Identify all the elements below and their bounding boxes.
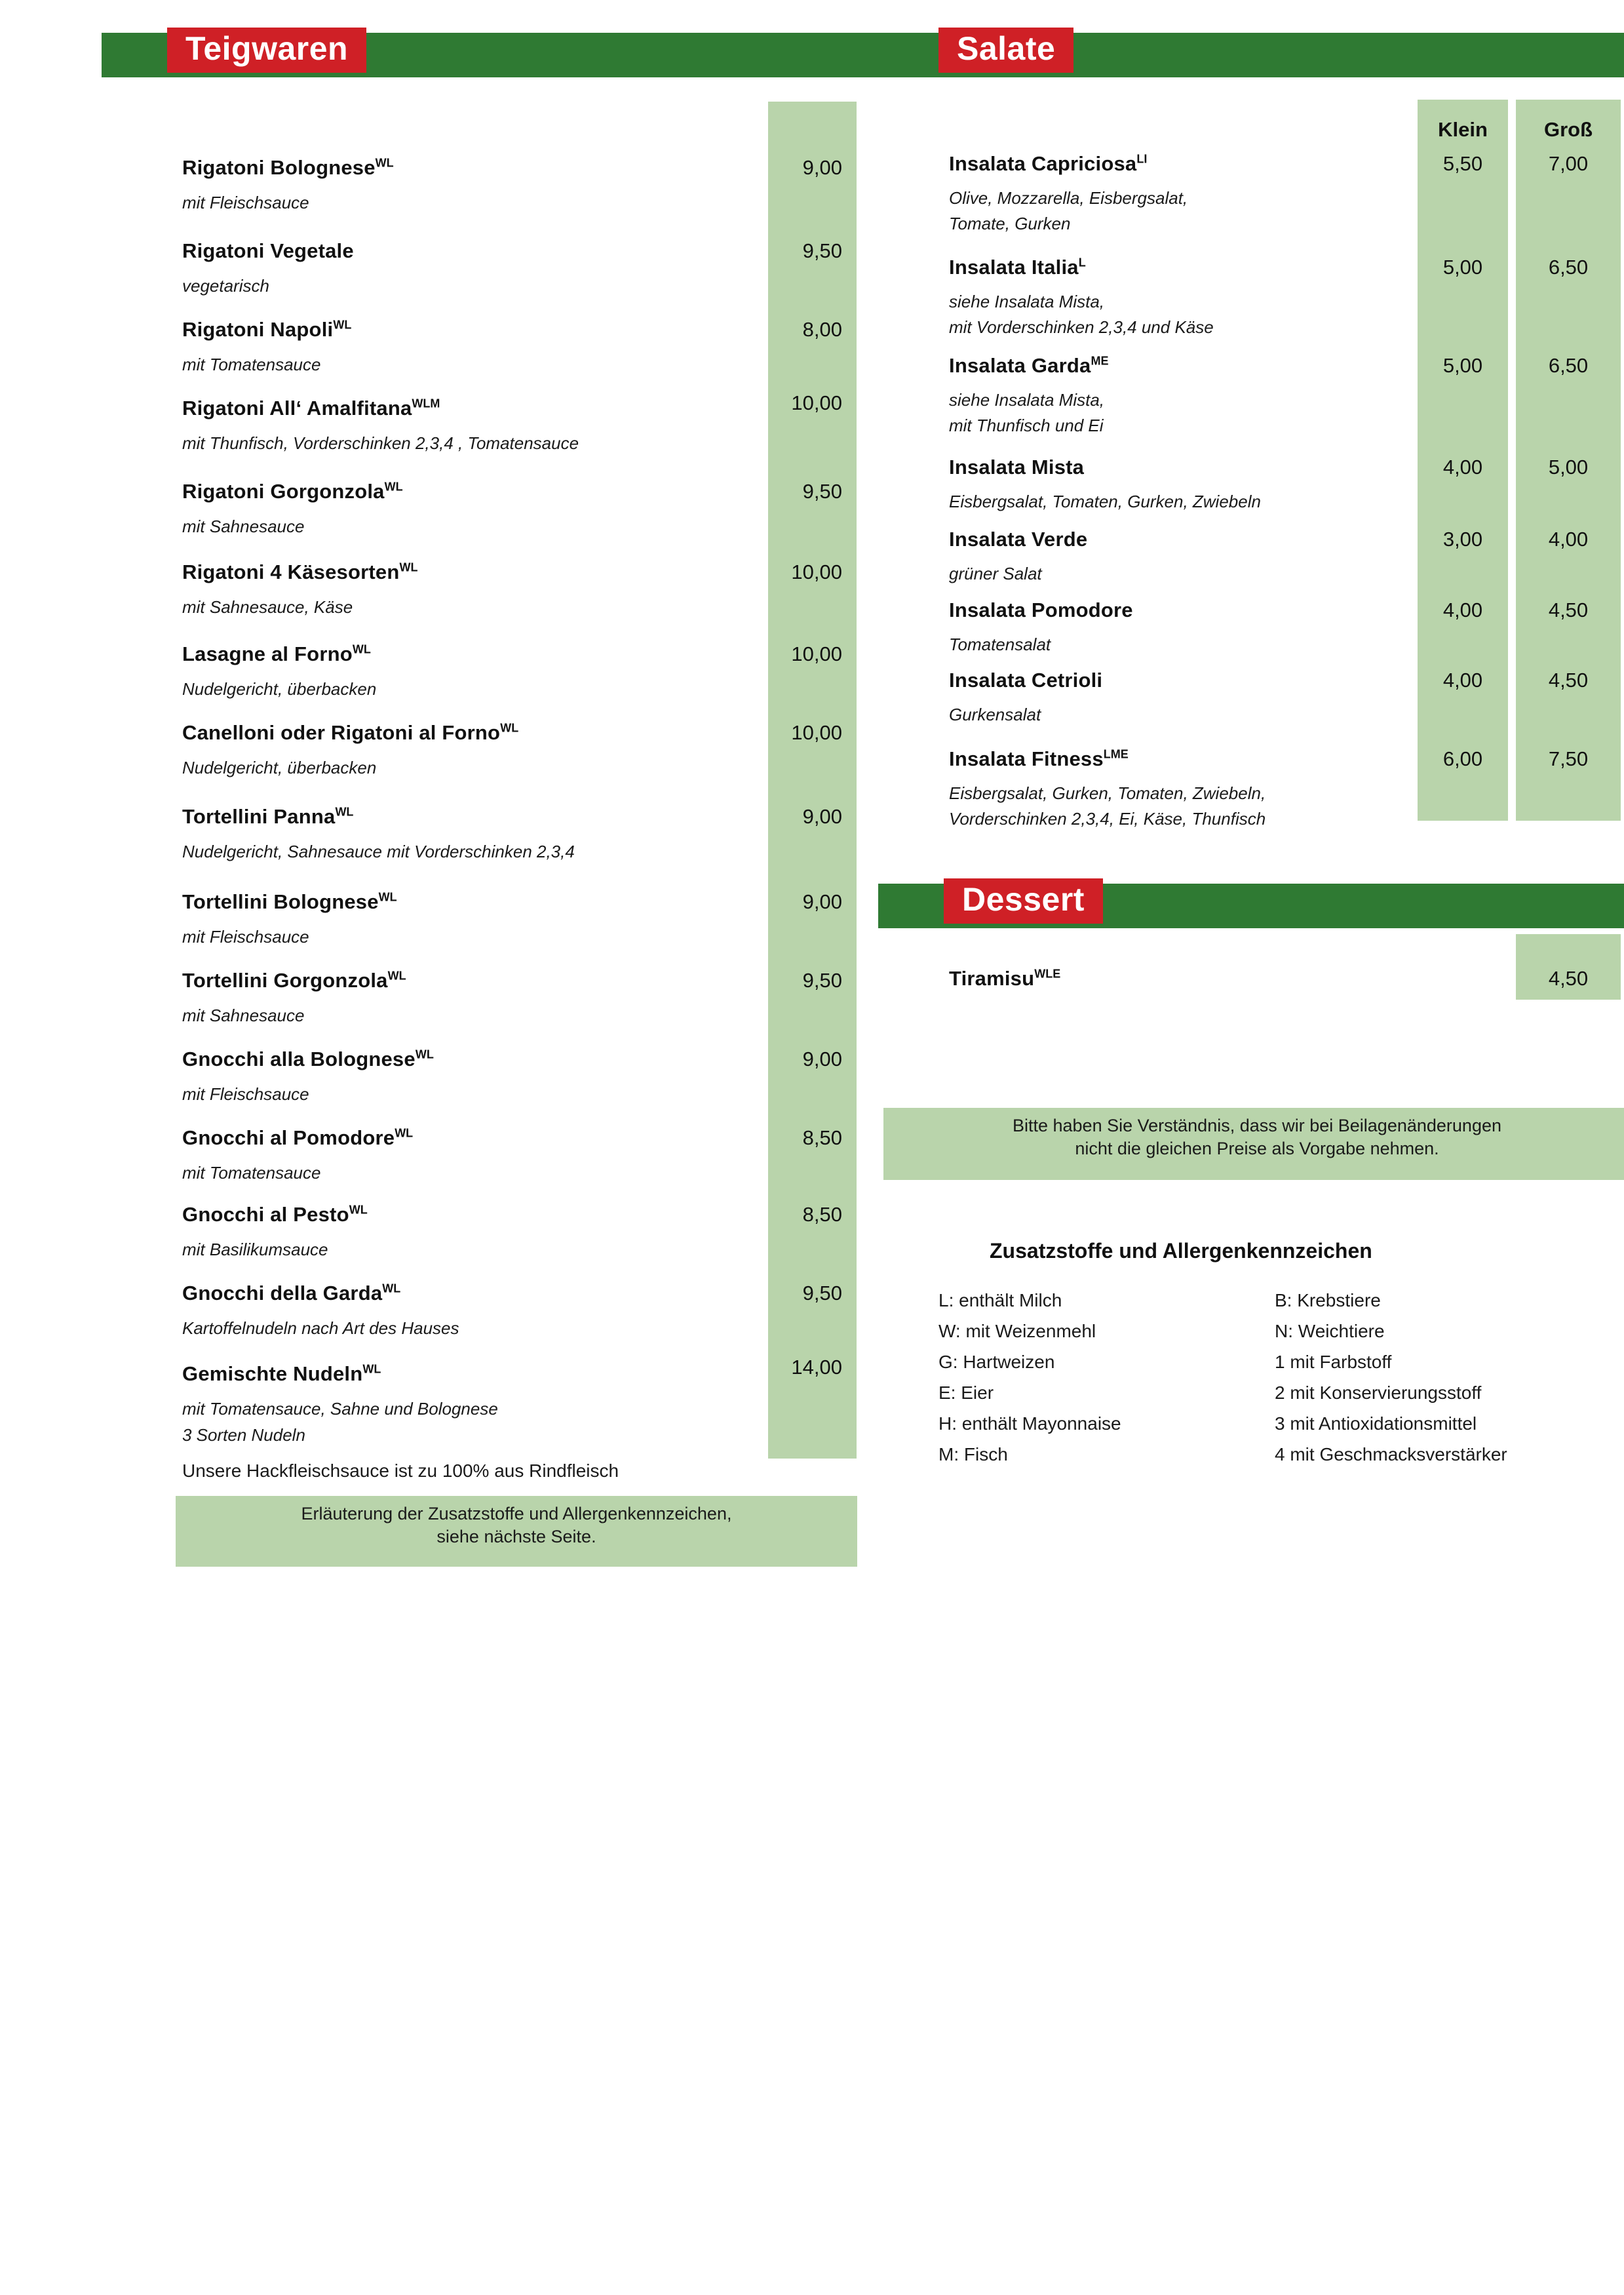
item-label: Tortellini Gorgonzola xyxy=(182,969,388,992)
teigwaren-item-desc: Nudelgericht, Sahnesauce mit Vorderschinken 2,3,4 xyxy=(182,842,575,861)
salate-price-gross: 7,50 xyxy=(1548,747,1589,770)
item-label: Insalata Pomodore xyxy=(949,598,1133,621)
teigwaren-item-price: 9,00 xyxy=(802,890,842,913)
item-label: Gnocchi al Pomodore xyxy=(182,1126,395,1149)
salate-price-gross: 6,50 xyxy=(1548,256,1589,279)
teigwaren-item-desc: Nudelgericht, überbacken xyxy=(182,758,377,777)
item-allergen: WL xyxy=(500,721,519,735)
salate-item-desc-2: Vorderschinken 2,3,4, Ei, Käse, Thunfisch xyxy=(949,809,1266,829)
teigwaren-item-price: 9,00 xyxy=(802,156,842,179)
teigwaren-item-name xyxy=(182,1203,368,1226)
salate-price-gross: 6,50 xyxy=(1548,354,1589,377)
salate-price-gross: 4,50 xyxy=(1548,598,1589,621)
item-allergen: WL xyxy=(384,480,403,494)
teigwaren-item-name xyxy=(182,480,403,503)
legend-left-item: H: enthält Mayonnaise xyxy=(938,1413,1121,1434)
item-allergen: WL xyxy=(395,1126,414,1140)
teigwaren-item-name xyxy=(182,642,371,666)
item-label: Rigatoni 4 Käsesorten xyxy=(182,560,400,583)
legend-left-item: L: enthält Milch xyxy=(938,1290,1062,1310)
item-label: Insalata Garda xyxy=(949,354,1091,377)
salate-price-klein: 4,00 xyxy=(1442,598,1483,621)
salate-price-klein: 4,00 xyxy=(1442,669,1483,692)
item-allergen: WL xyxy=(375,156,394,170)
salate-item-desc: grüner Salat xyxy=(949,564,1042,583)
salate-item-name xyxy=(949,528,1087,551)
teigwaren-item-name xyxy=(182,805,353,829)
salate-item-desc: Tomatensalat xyxy=(949,635,1051,654)
legend-right-item: 1 mit Farbstoff xyxy=(1275,1352,1392,1372)
teigwaren-item-desc: mit Fleischsauce xyxy=(182,193,309,212)
item-allergen: WL xyxy=(362,1362,381,1376)
item-allergen: LME xyxy=(1103,747,1129,761)
teigwaren-item-price: 9,00 xyxy=(802,805,842,828)
hinweis-box xyxy=(883,1108,1624,1180)
item-label: Insalata Cetrioli xyxy=(949,669,1103,692)
teigwaren-item-name xyxy=(182,239,354,263)
legend-right-item: 3 mit Antioxidationsmittel xyxy=(1275,1413,1477,1434)
salate-item-desc: Eisbergsalat, Tomaten, Gurken, Zwiebeln xyxy=(949,492,1261,511)
item-allergen: WL xyxy=(352,642,371,656)
legend-right-item: 4 mit Geschmacksverstärker xyxy=(1275,1444,1507,1464)
teigwaren-item-price: 10,00 xyxy=(791,560,842,583)
teigwaren-item-price: 9,50 xyxy=(802,1282,842,1304)
teigwaren-item-name xyxy=(182,1126,413,1150)
teigwaren-footnote: Unsere Hackfleischsauce ist zu 100% aus Rindfleisch xyxy=(182,1461,619,1481)
teigwaren-title: Teigwaren xyxy=(167,28,366,73)
teigwaren-item-name xyxy=(182,318,351,342)
item-label: Insalata Fitness xyxy=(949,747,1104,770)
teigwaren-allergen-box xyxy=(176,1496,857,1567)
salate-price-klein: 6,00 xyxy=(1442,747,1483,770)
teigwaren-item-price: 8,50 xyxy=(802,1126,842,1149)
teigwaren-item-desc: Kartoffelnudeln nach Art des Hauses xyxy=(182,1318,459,1338)
item-allergen: WL xyxy=(399,560,418,574)
item-allergen: WLE xyxy=(1034,967,1061,981)
teigwaren-item-name xyxy=(182,1362,381,1386)
hinweis-line2: nicht die gleichen Preise als Vorgabe nehmen. xyxy=(1075,1139,1439,1159)
legend-left-item: G: Hartweizen xyxy=(938,1352,1055,1372)
salate-price-klein: 5,00 xyxy=(1442,256,1483,279)
teigwaren-item-desc: Nudelgericht, überbacken xyxy=(182,679,377,699)
item-label: Tortellini Bolognese xyxy=(182,890,379,913)
salate-price-klein: 5,00 xyxy=(1442,354,1483,377)
teigwaren-item-price: 10,00 xyxy=(791,391,842,414)
item-label: Rigatoni Bolognese xyxy=(182,156,376,179)
item-allergen: L xyxy=(1078,256,1086,269)
salate-price-klein: 3,00 xyxy=(1442,528,1483,551)
salate-col-gross: Groß xyxy=(1543,118,1593,141)
teigwaren-item-desc: mit Tomatensauce, Sahne und Bolognese xyxy=(182,1399,498,1419)
teigwaren-item-price: 8,00 xyxy=(802,318,842,341)
teigwaren-item-desc: mit Sahnesauce xyxy=(182,517,305,536)
item-label: Lasagne al Forno xyxy=(182,642,353,665)
dessert-item-name xyxy=(949,967,1060,991)
teigwaren-item-desc: mit Fleischsauce xyxy=(182,1084,309,1104)
item-label: Insalata Italia xyxy=(949,256,1079,279)
legend-right-item: 2 mit Konservierungsstoff xyxy=(1275,1383,1482,1403)
item-label: Rigatoni Gorgonzola xyxy=(182,480,385,503)
teigwaren-price-panel xyxy=(768,102,857,1459)
teigwaren-item-desc: mit Sahnesauce xyxy=(182,1006,305,1025)
item-allergen: WL xyxy=(333,318,352,332)
teigwaren-item-price: 9,50 xyxy=(802,480,842,503)
legend-left-item: E: Eier xyxy=(938,1383,994,1403)
salate-item-desc-2: mit Vorderschinken 2,3,4 und Käse xyxy=(949,317,1214,337)
item-label: Rigatoni All‘ Amalfitana xyxy=(182,397,412,420)
teigwaren-item-name xyxy=(182,397,440,420)
salate-item-desc-2: mit Thunfisch und Ei xyxy=(949,416,1104,435)
item-label: Insalata Verde xyxy=(949,528,1088,551)
teigwaren-item-name xyxy=(182,890,397,914)
item-allergen: WL xyxy=(335,805,354,819)
teigwaren-item-desc: mit Basilikumsauce xyxy=(182,1240,328,1259)
salate-price-gross: 4,00 xyxy=(1548,528,1589,551)
legend-right-item: B: Krebstiere xyxy=(1275,1290,1381,1310)
item-allergen: LI xyxy=(1136,152,1148,166)
salate-item-desc: Gurkensalat xyxy=(949,705,1041,724)
teigwaren-item-desc: mit Sahnesauce, Käse xyxy=(182,597,353,617)
salate-item-name xyxy=(949,152,1147,176)
salate-item-name xyxy=(949,747,1129,771)
item-label: Canelloni oder Rigatoni al Forno xyxy=(182,721,501,744)
teigwaren-item-name xyxy=(182,560,418,584)
teigwaren-item-desc: mit Thunfisch, Vorderschinken 2,3,4 , Tomatensauce xyxy=(182,433,579,453)
legend-left-item: M: Fisch xyxy=(938,1444,1008,1464)
item-label: Gemischte Nudeln xyxy=(182,1362,363,1385)
dessert-title: Dessert xyxy=(944,878,1103,924)
salate-item-name xyxy=(949,256,1086,279)
teigwaren-item-desc: mit Tomatensauce xyxy=(182,1163,321,1183)
teigwaren-item-price: 10,00 xyxy=(791,721,842,744)
salate-item-name xyxy=(949,354,1108,378)
salate-price-gross: 4,50 xyxy=(1548,669,1589,692)
allergen-box-line1: Erläuterung der Zusatzstoffe und Allergenkennzeichen, xyxy=(301,1504,732,1523)
item-label: Gnocchi della Garda xyxy=(182,1282,383,1304)
item-allergen: WL xyxy=(349,1203,368,1217)
item-label: Rigatoni Vegetale xyxy=(182,239,354,262)
salate-price-klein: 4,00 xyxy=(1442,456,1483,479)
item-allergen: WLM xyxy=(412,397,440,410)
salate-item-desc: siehe Insalata Mista, xyxy=(949,390,1105,410)
allergen-box-line2: siehe nächste Seite. xyxy=(436,1527,596,1547)
teigwaren-item-price: 9,50 xyxy=(802,239,842,262)
teigwaren-item-name xyxy=(182,1282,400,1305)
salate-price-gross: 5,00 xyxy=(1548,456,1589,479)
teigwaren-item-price: 9,50 xyxy=(802,969,842,992)
item-label: Insalata Mista xyxy=(949,456,1085,479)
salate-item-desc: Eisbergsalat, Gurken, Tomaten, Zwiebeln, xyxy=(949,783,1266,803)
teigwaren-item-name xyxy=(182,969,406,992)
teigwaren-item-name xyxy=(182,721,518,745)
item-allergen: WL xyxy=(382,1282,401,1295)
legend-title: Zusatzstoffe und Allergenkennzeichen xyxy=(990,1239,1372,1263)
teigwaren-item-price: 9,00 xyxy=(802,1048,842,1070)
teigwaren-item-price: 8,50 xyxy=(802,1203,842,1226)
teigwaren-item-desc: mit Tomatensauce xyxy=(182,355,321,374)
salate-item-desc: siehe Insalata Mista, xyxy=(949,292,1105,311)
salate-price-klein: 5,50 xyxy=(1442,152,1483,175)
teigwaren-item-desc: mit Fleischsauce xyxy=(182,927,309,947)
item-allergen: WL xyxy=(378,890,397,904)
salate-col-klein: Klein xyxy=(1438,118,1488,141)
teigwaren-item-price: 14,00 xyxy=(791,1356,842,1379)
hinweis-line1: Bitte haben Sie Verständnis, dass wir bei Beilagenänderungen xyxy=(1012,1116,1501,1135)
item-label: Tortellini Panna xyxy=(182,805,336,828)
item-label: Gnocchi alla Bolognese xyxy=(182,1048,416,1070)
legend-right-item: N: Weichtiere xyxy=(1275,1321,1385,1341)
salate-title: Salate xyxy=(938,28,1073,73)
teigwaren-item-desc: vegetarisch xyxy=(182,276,269,296)
legend-left-item: W: mit Weizenmehl xyxy=(938,1321,1096,1341)
salate-item-name xyxy=(949,669,1102,692)
dessert-item-price: 4,50 xyxy=(1548,967,1589,990)
item-label: Tiramisu xyxy=(949,967,1035,990)
item-label: Insalata Capriciosa xyxy=(949,152,1137,175)
item-allergen: ME xyxy=(1091,354,1109,368)
teigwaren-item-price: 10,00 xyxy=(791,642,842,665)
item-allergen: WL xyxy=(415,1048,434,1061)
teigwaren-item-desc-2: 3 Sorten Nudeln xyxy=(182,1425,305,1445)
teigwaren-item-name xyxy=(182,156,394,180)
salate-item-desc: Olive, Mozzarella, Eisbergsalat, xyxy=(949,188,1188,208)
teigwaren-item-name xyxy=(182,1048,434,1071)
salate-item-name xyxy=(949,456,1084,479)
item-label: Gnocchi al Pesto xyxy=(182,1203,349,1226)
item-label: Rigatoni Napoli xyxy=(182,318,334,341)
item-allergen: WL xyxy=(387,969,406,983)
salate-item-desc-2: Tomate, Gurken xyxy=(949,214,1071,233)
salate-price-gross: 7,00 xyxy=(1548,152,1589,175)
salate-item-name xyxy=(949,598,1133,622)
